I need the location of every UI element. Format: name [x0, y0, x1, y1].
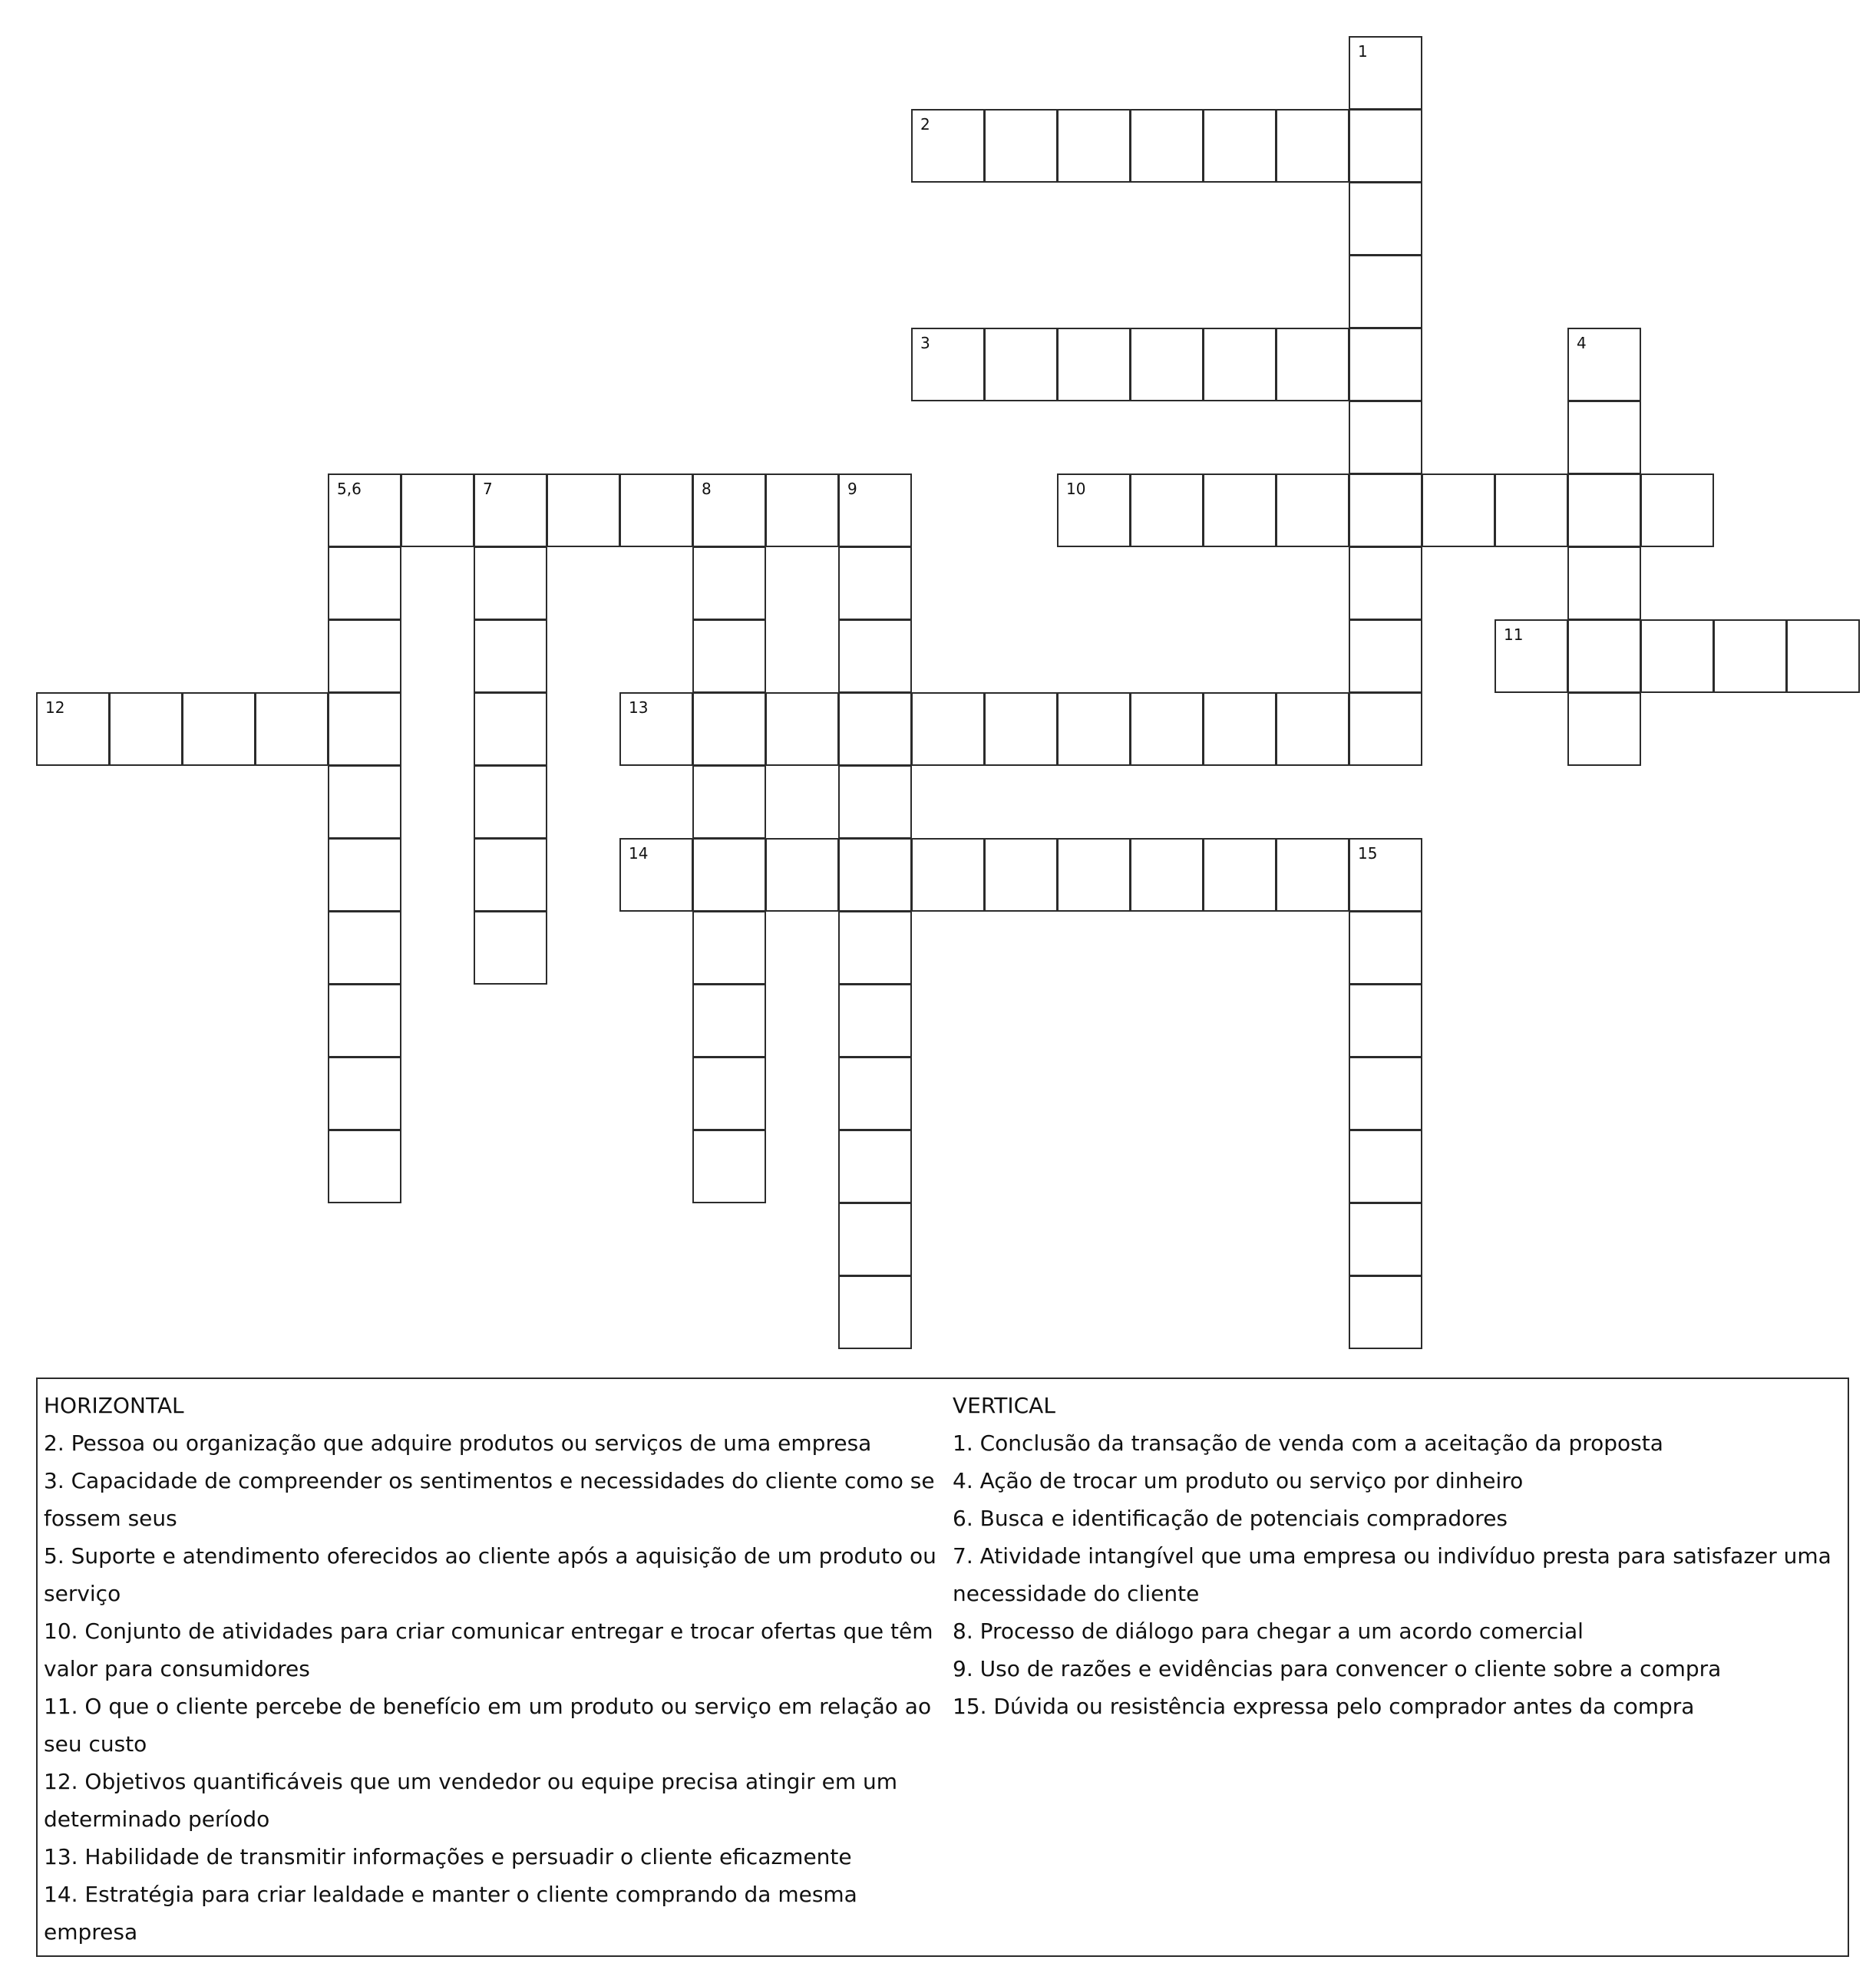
clue-number: 2 — [920, 115, 930, 134]
clue-number: 3 — [920, 334, 930, 352]
crossword-cell[interactable] — [1276, 838, 1349, 912]
vertical-clue: 6. Busca e identificação de potenciais compradores — [953, 1506, 1508, 1531]
crossword-cell[interactable] — [1422, 473, 1495, 547]
crossword-cell[interactable] — [765, 692, 839, 766]
crossword-cell[interactable] — [401, 473, 474, 547]
crossword-cell[interactable] — [1276, 109, 1349, 183]
vertical-clue: 9. Uso de razões e evidências para convencer o cliente sobre a compra — [953, 1656, 1722, 1681]
horizontal-clue: 3. Capacidade de compreender os sentimentos e necessidades do cliente como se fossem seus — [44, 1468, 935, 1531]
crossword-cell[interactable] — [838, 546, 912, 620]
crossword-cell[interactable] — [692, 473, 766, 547]
horizontal-clues-title: HORIZONTAL — [44, 1393, 184, 1418]
clue-number: 7 — [483, 480, 493, 498]
crossword-cell[interactable] — [182, 692, 256, 766]
crossword-cell[interactable] — [328, 765, 401, 839]
crossword-cell[interactable] — [1495, 473, 1568, 547]
clue-number: 12 — [45, 698, 65, 717]
crossword-cell[interactable] — [1567, 328, 1641, 401]
clue-number: 11 — [1504, 625, 1524, 644]
crossword-cell[interactable] — [328, 473, 401, 547]
crossword-cell[interactable] — [838, 911, 912, 985]
crossword-cell[interactable] — [474, 765, 547, 839]
clue-number: 5,6 — [337, 480, 362, 498]
crossword-cell[interactable] — [838, 473, 912, 547]
crossword-cell[interactable] — [911, 109, 985, 183]
crossword-cell[interactable] — [328, 984, 401, 1057]
crossword-cell[interactable] — [1349, 838, 1422, 912]
crossword-cell[interactable] — [911, 328, 985, 401]
crossword-cell[interactable] — [1349, 36, 1422, 110]
crossword-cell[interactable] — [1349, 182, 1422, 256]
horizontal-clue: 14. Estratégia para criar lealdade e manter o cliente comprando da mesma empresa — [44, 1882, 857, 1945]
clue-number: 8 — [702, 480, 712, 498]
crossword-cell[interactable] — [255, 692, 329, 766]
crossword-cell[interactable] — [1203, 109, 1277, 183]
crossword-cell[interactable] — [692, 765, 766, 839]
crossword-cell[interactable] — [1130, 473, 1204, 547]
crossword-cell[interactable] — [474, 838, 547, 912]
crossword-cell[interactable] — [1567, 473, 1641, 547]
crossword-cell[interactable] — [474, 692, 547, 766]
crossword-cell[interactable] — [838, 765, 912, 839]
vertical-clue: 8. Processo de diálogo para chegar a um acordo comercial — [953, 1618, 1584, 1644]
horizontal-clues — [44, 1387, 942, 1951]
crossword-cell[interactable] — [328, 619, 401, 693]
vertical-clue: 1. Conclusão da transação de venda com a aceitação da proposta — [953, 1430, 1663, 1456]
crossword-cell[interactable] — [1349, 1057, 1422, 1130]
crossword-cell[interactable] — [838, 619, 912, 693]
crossword-cell[interactable] — [1349, 619, 1422, 693]
clue-number: 14 — [629, 844, 649, 863]
horizontal-clue: 10. Conjunto de atividades para criar comunicar entregar e trocar ofertas que têm valor para consumidores — [44, 1618, 933, 1681]
crossword-cell[interactable] — [1057, 109, 1131, 183]
crossword-cell[interactable] — [328, 1130, 401, 1203]
crossword-cell[interactable] — [1349, 1130, 1422, 1203]
crossword-cell[interactable] — [1349, 109, 1422, 183]
crossword-cell[interactable] — [1203, 692, 1277, 766]
crossword-cell[interactable] — [1349, 1275, 1422, 1349]
vertical-clue: 15. Dúvida ou resistência expressa pelo comprador antes da compra — [953, 1694, 1695, 1719]
crossword-cell[interactable] — [765, 838, 839, 912]
vertical-clues-title: VERTICAL — [953, 1393, 1055, 1418]
horizontal-clue: 13. Habilidade de transmitir informações e persuadir o cliente eficazmente — [44, 1844, 852, 1869]
crossword-cell[interactable] — [619, 692, 693, 766]
horizontal-clue: 12. Objetivos quantificáveis que um vendedor ou equipe precisa atingir em um determinado período — [44, 1769, 898, 1832]
crossword-cell[interactable] — [619, 838, 693, 912]
crossword-cell[interactable] — [1057, 692, 1131, 766]
crossword-cell[interactable] — [1495, 619, 1568, 693]
crossword-cell[interactable] — [692, 1057, 766, 1130]
clue-number: 4 — [1577, 334, 1587, 352]
crossword-cell[interactable] — [1203, 473, 1277, 547]
crossword-cell[interactable] — [328, 1057, 401, 1130]
crossword-cell[interactable] — [1057, 838, 1131, 912]
crossword-cell[interactable] — [1349, 401, 1422, 474]
crossword-cell[interactable] — [1567, 692, 1641, 766]
crossword-cell[interactable] — [1349, 1203, 1422, 1276]
crossword-cell[interactable] — [838, 692, 912, 766]
crossword-cell[interactable] — [328, 838, 401, 912]
clue-number: 10 — [1066, 480, 1086, 498]
crossword-cell[interactable] — [984, 328, 1058, 401]
crossword-cell[interactable] — [692, 619, 766, 693]
crossword-cell[interactable] — [1713, 619, 1787, 693]
crossword-cell[interactable] — [692, 984, 766, 1057]
crossword-cell[interactable] — [692, 692, 766, 766]
crossword-cell[interactable] — [328, 546, 401, 620]
crossword-cell[interactable] — [1276, 473, 1349, 547]
crossword-cell[interactable] — [838, 838, 912, 912]
crossword-cell[interactable] — [984, 692, 1058, 766]
crossword-cell[interactable] — [1130, 328, 1204, 401]
crossword-cell[interactable] — [1130, 838, 1204, 912]
crossword-cell[interactable] — [1130, 692, 1204, 766]
crossword-cell[interactable] — [692, 911, 766, 985]
crossword-cell[interactable] — [1349, 984, 1422, 1057]
crossword-cell[interactable] — [692, 546, 766, 620]
crossword-cell[interactable] — [1349, 255, 1422, 328]
crossword-cell[interactable] — [36, 692, 110, 766]
crossword-cell[interactable] — [838, 1275, 912, 1349]
crossword-cell[interactable] — [474, 619, 547, 693]
crossword-cell[interactable] — [1130, 109, 1204, 183]
crossword-cell[interactable] — [1786, 619, 1860, 693]
vertical-clues — [953, 1387, 1843, 1725]
crossword-cell[interactable] — [474, 473, 547, 547]
crossword-cell[interactable] — [1349, 473, 1422, 547]
crossword-cell[interactable] — [838, 984, 912, 1057]
clue-number: 15 — [1358, 844, 1378, 863]
vertical-clue: 4. Ação de trocar um produto ou serviço por dinheiro — [953, 1468, 1524, 1493]
crossword-cell[interactable] — [1567, 619, 1641, 693]
crossword-cell[interactable] — [547, 473, 620, 547]
crossword-cell[interactable] — [328, 692, 401, 766]
horizontal-clue: 2. Pessoa ou organização que adquire produtos ou serviços de uma empresa — [44, 1430, 872, 1456]
crossword-cell[interactable] — [692, 838, 766, 912]
crossword-cell[interactable] — [838, 1203, 912, 1276]
crossword-cell[interactable] — [984, 838, 1058, 912]
crossword-cell[interactable] — [474, 546, 547, 620]
crossword-cell[interactable] — [692, 1130, 766, 1203]
crossword-cell[interactable] — [1640, 473, 1714, 547]
crossword-cell[interactable] — [109, 692, 183, 766]
crossword-cell[interactable] — [1349, 911, 1422, 985]
clue-box — [36, 1378, 1849, 1957]
crossword-cell[interactable] — [984, 109, 1058, 183]
crossword-cell[interactable] — [1057, 328, 1131, 401]
crossword-cell[interactable] — [1567, 401, 1641, 474]
crossword-cell[interactable] — [1276, 328, 1349, 401]
crossword-cell[interactable] — [838, 1057, 912, 1130]
horizontal-clue: 5. Suporte e atendimento oferecidos ao cliente após a aquisição de um produto ou serviço — [44, 1543, 936, 1606]
crossword-cell[interactable] — [1640, 619, 1714, 693]
vertical-clue: 7. Atividade intangível que uma empresa ou indivíduo presta para satisfazer uma necessidade do cliente — [953, 1543, 1831, 1606]
crossword-cell[interactable] — [838, 1130, 912, 1203]
crossword-cell[interactable] — [1349, 328, 1422, 401]
crossword-cell[interactable] — [1567, 546, 1641, 620]
crossword-cell[interactable] — [1349, 546, 1422, 620]
crossword-cell[interactable] — [1349, 692, 1422, 766]
crossword-cell[interactable] — [1057, 473, 1131, 547]
crossword-cell[interactable] — [1203, 328, 1277, 401]
crossword-cell[interactable] — [765, 473, 839, 547]
crossword-cell[interactable] — [474, 911, 547, 985]
clue-number: 9 — [847, 480, 857, 498]
crossword-cell[interactable] — [1276, 692, 1349, 766]
clue-number: 13 — [629, 698, 649, 717]
horizontal-clue: 11. O que o cliente percebe de benefício em um produto ou serviço em relação ao seu custo — [44, 1694, 932, 1757]
crossword-cell[interactable] — [328, 911, 401, 985]
crossword-cell[interactable] — [911, 692, 985, 766]
crossword-cell[interactable] — [1203, 838, 1277, 912]
crossword-cell[interactable] — [619, 473, 693, 547]
crossword-cell[interactable] — [911, 838, 985, 912]
clue-number: 1 — [1358, 42, 1368, 61]
